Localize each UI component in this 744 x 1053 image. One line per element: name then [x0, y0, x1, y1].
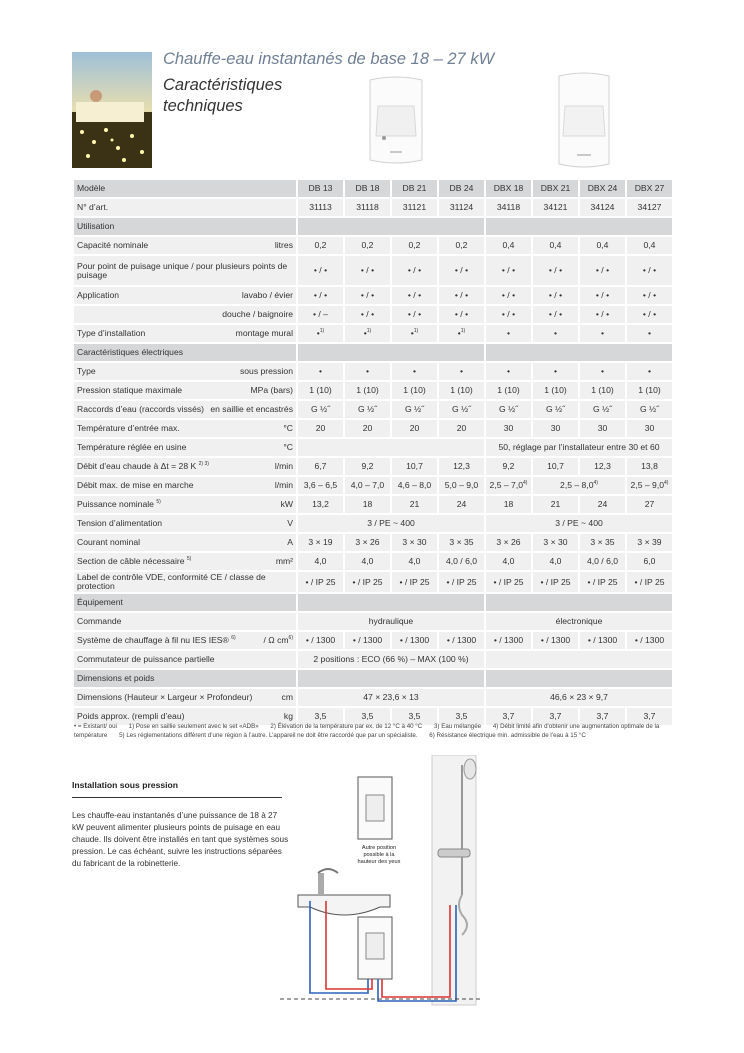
- value-cell: • / •: [360, 309, 375, 319]
- value-cell: • / IP 25: [540, 576, 571, 587]
- value-cell: 2,5 – 8,0: [560, 480, 594, 490]
- diagram-note: Autre position possible à la hauteur des yeux: [357, 845, 401, 865]
- model-cell: DBX 27: [627, 180, 672, 197]
- model-cell: DBX 18: [486, 180, 531, 197]
- dbx-heater-image: [555, 72, 613, 168]
- value-cell: 3 × 39: [637, 537, 662, 547]
- value-cell: 3,5: [408, 711, 421, 721]
- value-cell: 4,0: [408, 556, 421, 566]
- article-cell: 31113: [298, 199, 343, 216]
- value-cell: •: [506, 328, 510, 338]
- value-cell: • / •: [548, 309, 563, 319]
- footnote: 1) Pose en saillie seulement avec le set «ADB»: [128, 723, 259, 730]
- divider: [72, 797, 282, 798]
- table-row: [74, 237, 672, 254]
- value-cell: • / 1300: [493, 635, 524, 645]
- value-cell: • / 1300: [587, 635, 618, 645]
- value-cell: 6,0: [643, 556, 656, 566]
- value-cell: 3,7: [549, 711, 562, 721]
- value-cell: • / IP 25: [399, 576, 430, 587]
- table-row: [74, 401, 672, 418]
- footnote: 4) Débit limité afin d’obtenir une augmentation optimale de la température: [74, 723, 660, 739]
- value-cell: • / 1300: [540, 635, 571, 645]
- table-row: [74, 534, 672, 551]
- section-row: [74, 344, 672, 361]
- row-label: Type d’installation: [77, 328, 146, 338]
- row-unit: en saillie et encastrés: [210, 404, 293, 414]
- footnote-ref: 5): [186, 556, 192, 563]
- value-cell: • / •: [642, 309, 657, 319]
- value-cell: 5,0 – 9,0: [439, 477, 484, 494]
- value-cell: 3,5: [455, 711, 468, 721]
- value-cell: • / •: [548, 290, 563, 300]
- value-cell: 13,8: [641, 461, 658, 471]
- section-row: [74, 594, 672, 611]
- value-cell: • / IP 25: [446, 576, 477, 587]
- table-row: [74, 420, 672, 437]
- span-cell-db: 3 / PE ~ 400: [298, 515, 484, 532]
- value-cell: G ½˝: [451, 404, 472, 414]
- value-cell: • / •: [454, 265, 469, 275]
- model-cell: DBX 21: [533, 180, 578, 197]
- footnote: • = Existant/ oui: [74, 723, 117, 730]
- section-equipment: Équipement: [74, 594, 296, 611]
- value-cell: 3,7: [643, 711, 656, 721]
- row-label: Tension d’alimentation: [77, 518, 163, 528]
- value-cell: 9,2: [361, 461, 374, 471]
- value-cell: 3,7: [502, 711, 515, 721]
- value-cell: • / •: [454, 309, 469, 319]
- value-cell: •: [553, 328, 557, 338]
- value-cell: 30: [503, 423, 514, 433]
- row-label: Commutateur de puissance partielle: [77, 654, 215, 664]
- table-row: [74, 553, 672, 570]
- section-usage: Utilisation: [74, 218, 296, 235]
- value-cell: G ½˝: [545, 404, 566, 414]
- row-label: Capacité nominale: [77, 240, 149, 250]
- row-unit: °C: [283, 423, 293, 433]
- value-cell: • / 1300: [305, 635, 336, 645]
- spec-table: [72, 178, 674, 727]
- footnote-ref: 2) 3): [198, 461, 209, 468]
- value-cell: • / IP 25: [587, 576, 618, 587]
- value-cell: 20: [362, 423, 373, 433]
- table-row: [74, 325, 672, 342]
- table-row: [74, 477, 672, 494]
- value-cell: 18: [362, 499, 373, 509]
- span-cell-db: [298, 439, 484, 456]
- value-cell: 21: [550, 499, 561, 509]
- table-row: [74, 382, 672, 399]
- model-cell: DB 21: [392, 180, 437, 197]
- value-cell: • / •: [595, 290, 610, 300]
- footnote-ref: 1): [413, 328, 419, 335]
- table-row: [74, 287, 672, 304]
- span-cell-dbx: 3 / PE ~ 400: [486, 515, 672, 532]
- value-cell: • / •: [407, 309, 422, 319]
- value-cell: 30: [550, 423, 561, 433]
- row-unit: sous pression: [239, 366, 293, 376]
- section-dimensions: Dimensions et poids: [74, 670, 296, 687]
- value-cell: 0,2: [408, 240, 421, 250]
- value-cell: 1 (10): [638, 385, 661, 395]
- footnote-ref: 4): [593, 480, 598, 487]
- value-cell: 2,5 – 7,0: [489, 480, 523, 490]
- value-cell: 20: [315, 423, 326, 433]
- value-cell: •: [647, 328, 651, 338]
- value-cell: • / •: [548, 265, 563, 275]
- value-cell: 1 (10): [497, 385, 520, 395]
- value-cell: •: [647, 366, 651, 376]
- article-cell: 34127: [627, 199, 672, 216]
- value-cell: 4,0: [314, 556, 327, 566]
- value-cell: G ½˝: [639, 404, 660, 414]
- value-cell: 3 × 30: [543, 537, 568, 547]
- value-cell: 24: [597, 499, 608, 509]
- value-cell: • / –: [313, 309, 328, 319]
- value-cell: • / •: [501, 290, 516, 300]
- value-cell: 3,6 – 6,5: [298, 477, 343, 494]
- value-cell: 27: [644, 499, 655, 509]
- value-cell: •: [457, 328, 461, 338]
- value-cell: 3 × 26: [496, 537, 521, 547]
- value-cell: 4,0: [361, 556, 374, 566]
- value-cell: 3 × 30: [402, 537, 427, 547]
- row-label: Label de contrôle VDE, conformité CE / classe de protection: [77, 572, 266, 591]
- table-row: [74, 458, 672, 475]
- value-cell: •: [363, 328, 367, 338]
- model-cell: DBX 24: [580, 180, 625, 197]
- row-label: Poids approx. (rempli d’eau): [77, 711, 185, 721]
- footnote-ref: 6): [288, 635, 293, 642]
- bath-photo: [72, 52, 152, 168]
- value-cell: G ½˝: [498, 404, 519, 414]
- span-cell-dbx: [486, 651, 672, 668]
- row-label: Température réglée en usine: [77, 442, 187, 452]
- value-cell: • / IP 25: [493, 576, 524, 587]
- row-label: Raccords d’eau (raccords vissés): [77, 404, 205, 414]
- table-row: [74, 439, 672, 456]
- installation-text: Les chauffe-eau instantanés d’une puissance de 18 à 27 kW peuvent alimenter plusieurs points de puisage en eau chaude. Ils doivent être installés en tant que systèmes sous pression. Le cas échéant, suivre les instructions séparées du fabricant de la robinetterie.: [72, 811, 289, 868]
- value-cell: 24: [456, 499, 467, 509]
- row-unit: cm: [281, 692, 293, 702]
- row-unit: kg: [283, 711, 293, 721]
- table-row: [74, 689, 672, 706]
- value-cell: • / •: [595, 265, 610, 275]
- value-cell: • / 1300: [634, 635, 665, 645]
- value-cell: • / IP 25: [305, 576, 336, 587]
- value-cell: G ½˝: [404, 404, 425, 414]
- value-cell: 30: [597, 423, 608, 433]
- value-cell: •: [365, 366, 369, 376]
- value-cell: •: [410, 328, 414, 338]
- table-row: [74, 515, 672, 532]
- footnote: 2) Élévation de la température par ex. de 12 °C à 40 °C: [270, 723, 423, 730]
- article-label: N° d’art.: [74, 199, 296, 216]
- value-cell: •: [412, 366, 416, 376]
- value-cell: • / 1300: [446, 635, 477, 645]
- row-label: Débit max. de mise en marche: [77, 480, 194, 490]
- row-unit: litres: [274, 240, 293, 250]
- value-cell: • / •: [360, 290, 375, 300]
- article-cell: 34121: [533, 199, 578, 216]
- value-cell: •: [316, 328, 320, 338]
- footnote-ref: 4): [664, 480, 669, 487]
- value-cell: G ½˝: [357, 404, 378, 414]
- page-subtitle: Caractéristiques techniques: [163, 76, 283, 115]
- value-cell: 3 × 26: [355, 537, 380, 547]
- section-electrical: Caractéristiques électriques: [74, 344, 296, 361]
- value-cell: 3,5: [314, 711, 327, 721]
- row-label: Pour point de puisage unique / pour plusieurs points de puisage: [77, 260, 288, 280]
- value-cell: 1 (10): [356, 385, 379, 395]
- span-cell-db: hydraulique: [298, 613, 484, 630]
- value-cell: 4,6 – 8,0: [392, 477, 437, 494]
- value-cell: 3,7: [596, 711, 609, 721]
- value-cell: 21: [409, 499, 420, 509]
- model-cell: DB 18: [345, 180, 390, 197]
- table-row: [74, 572, 672, 592]
- row-unit: mm²: [275, 556, 293, 566]
- article-cell: 34124: [580, 199, 625, 216]
- value-cell: 2,5 – 9,0: [630, 480, 664, 490]
- value-cell: • / •: [642, 265, 657, 275]
- value-cell: • / •: [501, 309, 516, 319]
- table-row: [74, 306, 672, 323]
- table-row: [74, 199, 672, 216]
- value-cell: 4,0: [502, 556, 515, 566]
- value-cell: 1 (10): [450, 385, 473, 395]
- value-cell: 12,3: [453, 461, 470, 471]
- model-cell: DB 24: [439, 180, 484, 197]
- installation-diagram: [270, 755, 490, 1015]
- value-cell: 4,0 / 6,0: [445, 556, 478, 566]
- value-cell: 0,2: [314, 240, 327, 250]
- value-cell: •: [553, 366, 557, 376]
- value-cell: • / •: [454, 290, 469, 300]
- table-row: [74, 363, 672, 380]
- model-label: Modèle: [74, 180, 296, 197]
- row-unit: / Ω cm: [263, 635, 289, 645]
- value-cell: 18: [503, 499, 514, 509]
- footnote: 5) Les réglementations diffèrent d’une région à l’autre. L’appareil ne doit être raccordé que par un spécialiste.: [119, 732, 418, 739]
- value-cell: 0,4: [502, 240, 515, 250]
- section-row: [74, 670, 672, 687]
- row-unit: l/min: [274, 461, 293, 471]
- value-cell: 1 (10): [309, 385, 332, 395]
- row-unit: V: [287, 518, 293, 528]
- value-cell: •: [600, 366, 604, 376]
- model-cell: DB 13: [298, 180, 343, 197]
- value-cell: 20: [409, 423, 420, 433]
- db-heater-image: [366, 76, 426, 164]
- value-cell: 20: [456, 423, 467, 433]
- value-cell: • / •: [407, 290, 422, 300]
- value-cell: 6,7: [314, 461, 327, 471]
- row-unit: douche / baignoire: [222, 309, 293, 319]
- page-title: Chauffe-eau instantanés de base 18 – 27 kW: [163, 50, 495, 68]
- value-cell: • / IP 25: [634, 576, 665, 587]
- value-cell: 3 × 19: [308, 537, 333, 547]
- value-cell: 0,4: [549, 240, 562, 250]
- footnote-ref: 5): [156, 499, 161, 506]
- row-label: Débit d’eau chaude à Δt = 28 K: [77, 461, 197, 471]
- row-unit: kW: [280, 499, 293, 509]
- value-cell: 3 × 35: [590, 537, 615, 547]
- value-cell: 3,5: [361, 711, 374, 721]
- value-cell: • / •: [501, 265, 516, 275]
- value-cell: • / •: [407, 265, 422, 275]
- row-unit: MPa (bars): [250, 385, 293, 395]
- value-cell: 30: [644, 423, 655, 433]
- row-label: Système de chauffage à fil nu IES IES®: [77, 635, 229, 645]
- value-cell: • / IP 25: [352, 576, 383, 587]
- value-cell: 9,2: [502, 461, 515, 471]
- value-cell: 1 (10): [544, 385, 567, 395]
- value-cell: •: [506, 366, 510, 376]
- value-cell: 4,0 / 6,0: [586, 556, 619, 566]
- span-cell-dbx: 46,6 × 23 × 9,7: [486, 689, 672, 706]
- value-cell: 0,4: [643, 240, 656, 250]
- footnotes: [74, 722, 674, 740]
- footnote-ref: 6): [231, 635, 236, 642]
- row-label: Type: [77, 366, 96, 376]
- row-label: Pression statique maximale: [77, 385, 183, 395]
- value-cell: • / •: [642, 290, 657, 300]
- value-cell: • / 1300: [399, 635, 430, 645]
- value-cell: 4,0: [549, 556, 562, 566]
- table-row: [74, 180, 672, 197]
- article-cell: 31121: [392, 199, 437, 216]
- installation-title: Installation sous pression: [72, 780, 179, 790]
- row-label: Commande: [77, 616, 122, 626]
- table-row: [74, 496, 672, 513]
- value-cell: G ½˝: [310, 404, 331, 414]
- value-cell: 13,2: [312, 499, 329, 509]
- value-cell: 10,7: [547, 461, 564, 471]
- table-row: [74, 632, 672, 649]
- span-cell-db: 2 positions : ECO (66 %) – MAX (100 %): [298, 651, 484, 668]
- value-cell: •: [318, 366, 322, 376]
- article-cell: 31118: [345, 199, 390, 216]
- span-cell-db: 47 × 23,6 × 13: [298, 689, 484, 706]
- row-unit: l/min: [274, 480, 293, 490]
- value-cell: 0,2: [455, 240, 468, 250]
- span-cell-dbx: 50, réglage par l’installateur entre 30 et 60: [486, 439, 672, 456]
- value-cell: 4,0 – 7,0: [345, 477, 390, 494]
- value-cell: 1 (10): [591, 385, 614, 395]
- value-cell: 3 × 35: [449, 537, 474, 547]
- footnote-ref: 4): [523, 480, 528, 487]
- row-unit: lavabo / évier: [241, 290, 293, 300]
- footnote: 3) Eau mélangée: [433, 723, 482, 730]
- table-row: [74, 651, 672, 668]
- row-unit: montage mural: [235, 328, 293, 338]
- row-label: Courant nominal: [77, 537, 141, 547]
- row-label: Application: [77, 290, 120, 300]
- value-cell: 10,7: [406, 461, 423, 471]
- value-cell: • / •: [360, 265, 375, 275]
- table-row: [74, 613, 672, 630]
- footnote-ref: 1): [366, 328, 372, 335]
- row-label: Puissance nominale: [77, 499, 154, 509]
- value-cell: •: [600, 328, 604, 338]
- value-cell: 1 (10): [403, 385, 426, 395]
- article-cell: 31124: [439, 199, 484, 216]
- value-cell: • / 1300: [352, 635, 383, 645]
- table-row: [74, 256, 672, 285]
- footnote-ref: 1): [319, 328, 325, 335]
- value-cell: •: [459, 366, 463, 376]
- row-label: Section de câble nécessaire: [77, 556, 185, 566]
- value-cell: • / •: [313, 290, 328, 300]
- row-unit: A: [287, 537, 293, 547]
- footnote-ref: 1): [460, 328, 466, 335]
- value-cell: • / •: [595, 309, 610, 319]
- row-unit: °C: [283, 442, 293, 452]
- value-cell: 0,4: [596, 240, 609, 250]
- value-cell: • / •: [313, 265, 328, 275]
- row-label: Dimensions (Hauteur × Largeur × Profondeur): [77, 692, 253, 702]
- value-cell: 12,3: [594, 461, 611, 471]
- article-cell: 34118: [486, 199, 531, 216]
- value-cell: G ½˝: [592, 404, 613, 414]
- row-label: Température d’entrée max.: [77, 423, 180, 433]
- section-row: [74, 218, 672, 235]
- value-cell: 0,2: [361, 240, 374, 250]
- footnote: 6) Résistance électrique min. admissible de l’eau à 15 °C: [429, 732, 586, 739]
- span-cell-dbx: électronique: [486, 613, 672, 630]
